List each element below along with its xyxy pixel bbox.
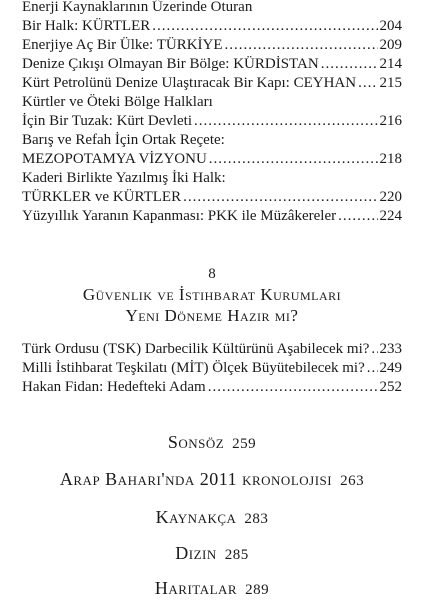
toc-entry-title: İçin Bir Tuzak: Kürt Devleti — [22, 113, 192, 129]
toc-entry-title: Kaderi Birlikte Yazılmış İki Halk: — [22, 170, 226, 186]
page-number: 263 — [340, 473, 365, 489]
page-number: 220 — [379, 189, 402, 205]
backmatter-label: Haritalar — [154, 578, 238, 598]
dot-leader — [194, 112, 378, 131]
dot-leader — [367, 359, 378, 378]
backmatter-haritalar[interactable] — [0, 578, 424, 599]
dot-leader — [371, 340, 377, 359]
toc-entry-title: Yüzyıllık Yaranın Kapanması: PKK ile Müzâkereler — [22, 208, 337, 224]
page-number: 216 — [379, 113, 402, 129]
backmatter-kaynakca[interactable] — [0, 507, 424, 528]
toc-top-section — [22, 0, 402, 226]
dot-leader — [152, 17, 377, 36]
chapter-number: 8 — [208, 266, 216, 282]
backmatter-label: Arap Baharı'nda 2011 kronolojisi — [59, 469, 333, 489]
backmatter-dizin[interactable] — [0, 543, 424, 564]
page-number: 259 — [232, 436, 257, 452]
toc-entry-title: Türk Ordusu (TSK) Darbecilik Kültürünü Aşabilecek mi? — [22, 341, 370, 357]
toc-entry[interactable] — [22, 36, 402, 55]
dot-leader — [208, 378, 378, 397]
toc-entry-title: Hakan Fidan: Hedefteki Adam — [22, 379, 206, 395]
backmatter-label: Sonsöz — [167, 432, 225, 452]
toc-entry[interactable] — [22, 74, 402, 93]
page-number: 283 — [244, 511, 269, 527]
toc-entry-title: Enerjiye Aç Bir Ülke: TÜRKİYE — [22, 37, 223, 53]
toc-entry[interactable] — [22, 359, 402, 378]
toc-entry[interactable] — [22, 207, 402, 226]
toc-entry-line — [22, 169, 402, 188]
toc-entry-title: Denize Çıkışı Olmayan Bir Bölge: KÜRDİSTAN — [22, 56, 319, 72]
toc-entry[interactable] — [22, 340, 402, 359]
backmatter-kronoloji[interactable] — [0, 469, 424, 490]
toc-entry-title: MEZOPOTAMYA VİZYONU — [22, 151, 207, 167]
page-number: 218 — [379, 151, 402, 167]
chapter-title-line: Yeni Döneme Hazır mı? — [125, 306, 299, 325]
chapter-title-line: Güvenlik ve İstihbarat Kurumları — [82, 285, 342, 304]
toc-entry-title: Kürtler ve Öteki Bölge Halkları — [22, 94, 213, 110]
page-number: 252 — [379, 379, 402, 395]
toc-entry[interactable] — [22, 0, 402, 36]
dot-leader — [183, 188, 377, 207]
chapter-title — [0, 284, 424, 326]
toc-entry-line — [22, 150, 402, 169]
backmatter-label: Dizin — [175, 543, 217, 563]
toc-entry-line — [22, 112, 402, 131]
toc-entry[interactable] — [22, 169, 402, 207]
toc-entry-title: Milli İstihbarat Teşkilatı (MİT) Ölçek Büyütebilecek mi? — [22, 360, 365, 376]
dot-leader — [338, 207, 377, 226]
page-number: 209 — [379, 37, 402, 53]
toc-chapter-section — [22, 340, 402, 397]
toc-entry-title: Kürt Petrolünü Denize Ulaştıracak Bir Kapı: CEYHAN — [22, 75, 357, 91]
page-number: 233 — [379, 341, 402, 357]
dot-leader — [321, 55, 378, 74]
backmatter-sonsoz[interactable] — [0, 432, 424, 453]
page-number: 285 — [224, 547, 249, 563]
toc-entry-line — [22, 17, 402, 36]
toc-entry-title: Bir Halk: KÜRTLER — [22, 18, 151, 34]
dot-leader — [209, 150, 378, 169]
toc-entry[interactable] — [22, 378, 402, 397]
page-number: 215 — [379, 75, 402, 91]
toc-entry-line — [22, 207, 402, 226]
backmatter-label: Kaynakça — [155, 507, 237, 527]
toc-entry-line — [22, 93, 402, 112]
toc-entry[interactable] — [22, 55, 402, 74]
page-number: 204 — [379, 18, 402, 34]
page-number: 224 — [379, 208, 402, 224]
page-number: 214 — [379, 56, 402, 72]
toc-entry-title: Enerji Kaynaklarının Üzerinde Oturan — [22, 0, 253, 15]
toc-entry[interactable] — [22, 131, 402, 169]
page-number: 249 — [379, 360, 402, 376]
toc-entry-line — [22, 188, 402, 207]
page-number: 289 — [245, 582, 270, 598]
toc-entry[interactable] — [22, 93, 402, 131]
toc-entry-line — [22, 55, 402, 74]
toc-entry-line — [22, 36, 402, 55]
toc-entry-line — [22, 131, 402, 150]
toc-entry-line — [22, 74, 402, 93]
toc-entry-title: Barış ve Refah İçin Ortak Reçete: — [22, 132, 225, 148]
toc-entry-line — [22, 0, 402, 17]
dot-leader — [225, 36, 378, 55]
toc-entry-title: TÜRKLER ve KÜRTLER — [22, 189, 182, 205]
dot-leader — [358, 74, 377, 93]
